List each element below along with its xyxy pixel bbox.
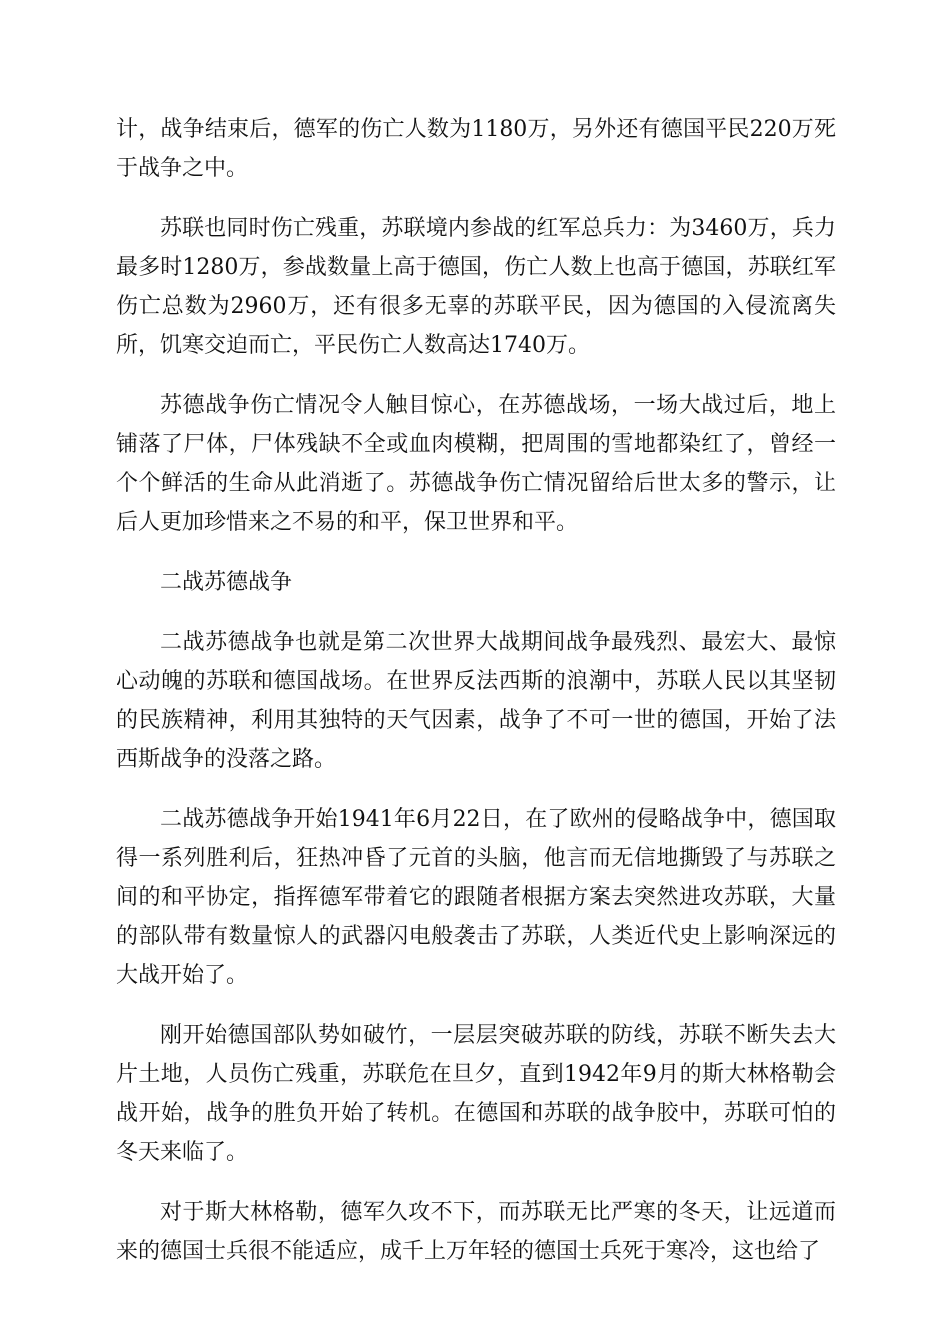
document-body xyxy=(116,110,836,1292)
paragraph-turning-point: 刚开始德国部队势如破竹，一层层突破苏联的防线，苏联不断失去大片土地，人员伤亡残重，苏联危在旦夕，直到1942年9月的斯大林格勒会战开始，战争的胜负开始了转机。在德国和苏联的战争胶中，苏联可怕的冬天来临了。 xyxy=(116,1023,836,1165)
paragraph-war-overview: 二战苏德战争也就是第二次世界大战期间战争最残烈、最宏大、最惊心动魄的苏联和德国战场。在世界反法西斯的浪潮中，苏联人民以其坚韧的民族精神，利用其独特的天气因素，战争了不可一世的德国，开始了法西斯战争的没落之路。 xyxy=(116,630,836,772)
paragraph-casualties-germany: 计，战争结束后，德军的伤亡人数为1180万，另外还有德国平民220万死于战争之中。 xyxy=(116,117,836,181)
paragraph-stalingrad: 对于斯大林格勒，德军久攻不下，而苏联无比严寒的冬天，让远道而来的德国士兵很不能适应，成千上万年轻的德国士兵死于寒冷，这也给了 xyxy=(116,1200,836,1264)
paragraph-war-start: 二战苏德战争开始1941年6月22日，在了欧州的侵略战争中，德国取得一系列胜利后，狂热冲昏了元首的头脑，他言而无信地撕毁了与苏联之间的和平协定，指挥德军带着它的跟随者根据方案去突然进攻苏联，大量的部队带有数量惊人的武器闪电般袭击了苏联，人类近代史上影响深远的大战开始了。 xyxy=(116,807,836,988)
section-heading: 二战苏德战争 xyxy=(160,570,293,595)
paragraph-casualties-reflection: 苏德战争伤亡情况令人触目惊心，在苏德战场，一场大战过后，地上铺落了尸体，尸体残缺不全或血肉模糊，把周围的雪地都染红了，曾经一个个鲜活的生命从此消逝了。苏德战争伤亡情况留给后世太多的警示，让后人更加珍惜来之不易的和平，保卫世界和平。 xyxy=(116,393,836,535)
paragraph-casualties-soviet: 苏联也同时伤亡残重，苏联境内参战的红军总兵力：为3460万，兵力最多时1280万，参战数量上高于德国，伤亡人数上也高于德国，苏联红军伤亡总数为2960万，还有很多无辜的苏联平民，因为德国的入侵流离失所，饥寒交迫而亡，平民伤亡人数高达1740万。 xyxy=(116,216,836,358)
